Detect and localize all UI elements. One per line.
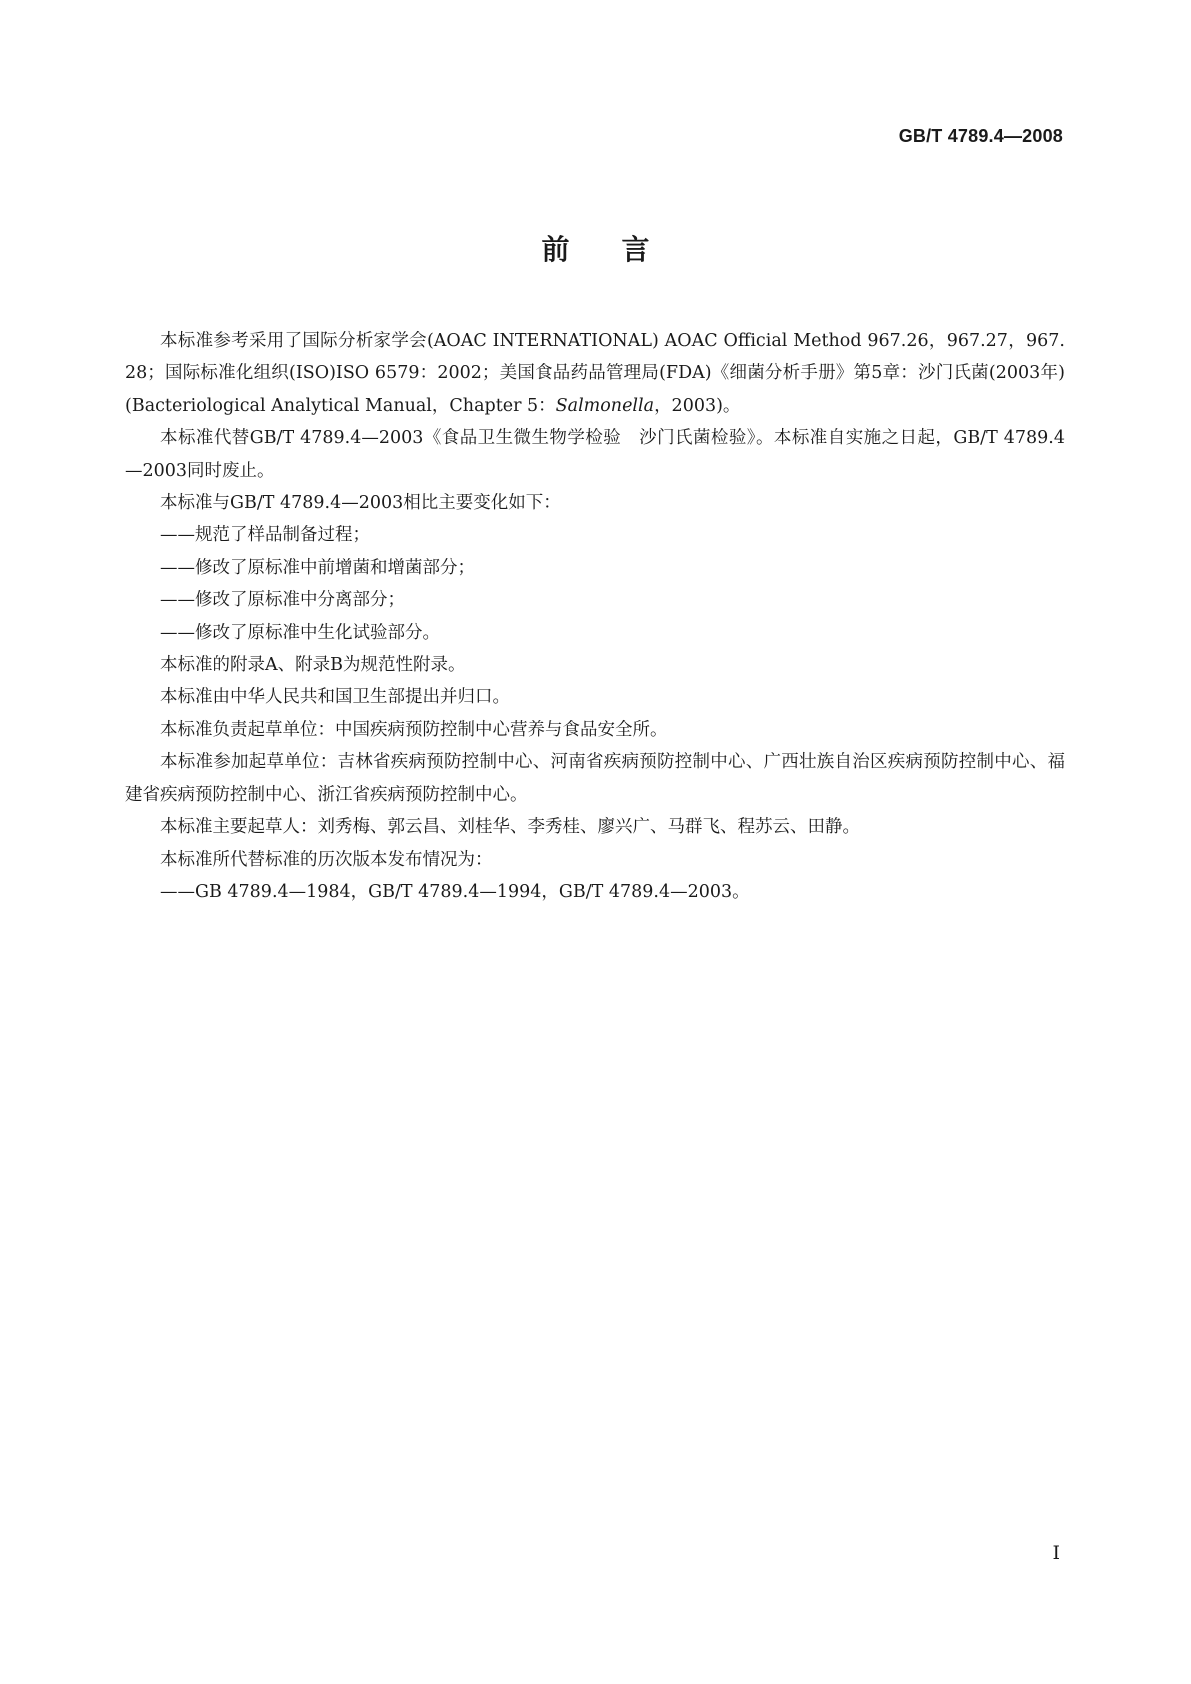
change-item: ——修改了原标准中生化试验部分。 [160,622,440,643]
standard-number: GB/T 4789.4—2008 [898,126,1063,146]
paragraph-references-text-b: ，2003)。 [654,395,741,416]
page-title [0,228,1191,268]
foreword-body [125,325,1065,908]
paragraph-references-italic: Salmonella [555,395,655,416]
title-char-1: 前 [541,233,570,266]
paragraph-drafters: 本标准主要起草人：刘秀梅、郭云昌、刘桂华、李秀桂、廖兴广、马群飞、程苏云、田静。 [160,817,860,838]
paragraph-changes-intro: 本标准与GB/T 4789.4—2003相比主要变化如下： [160,493,561,514]
paragraph-references [125,325,1065,422]
page-number: I [1052,1542,1060,1564]
history-item: ——GB 4789.4—1984，GB/T 4789.4—1994，GB/T 4789.4—2003。 [160,881,750,902]
change-item: ——规范了样品制备过程； [160,525,370,546]
paragraph-responsible-unit: 本标准负责起草单位：中国疾病预防控制中心营养与食品安全所。 [160,719,668,740]
paragraph-references-text-a: 本标准参考采用了国际分析家学会(AOAC INTERNATIONAL) AOAC Official Method 967.26，967.27，967.28；国际标准化组织(ISO)ISO 6579：2002；美国食品药品管理局(FDA)《细菌分析手册》第5章：沙门氏菌(2003年)(Bacteriological Analytical Manual，Chapter 5： [125,331,1065,416]
change-item: ——修改了原标准中分离部分； [160,590,405,611]
title-char-2: 言 [621,233,650,266]
paragraph-participating-units: 本标准参加起草单位：吉林省疾病预防控制中心、河南省疾病预防控制中心、广西壮族自治区疾病预防控制中心、福建省疾病预防控制中心、浙江省疾病预防控制中心。 [125,752,1065,805]
paragraph-annexes: 本标准的附录A、附录B为规范性附录。 [160,655,466,676]
paragraph-proposer: 本标准由中华人民共和国卫生部提出并归口。 [160,687,510,708]
paragraph-replaces: 本标准代替GB/T 4789.4—2003《食品卫生微生物学检验 沙门氏菌检验》。本标准自实施之日起，GB/T 4789.4—2003同时废止。 [125,428,1065,481]
paragraph-history-intro: 本标准所代替标准的历次版本发布情况为： [160,849,493,870]
change-item: ——修改了原标准中前增菌和增菌部分； [160,557,475,578]
